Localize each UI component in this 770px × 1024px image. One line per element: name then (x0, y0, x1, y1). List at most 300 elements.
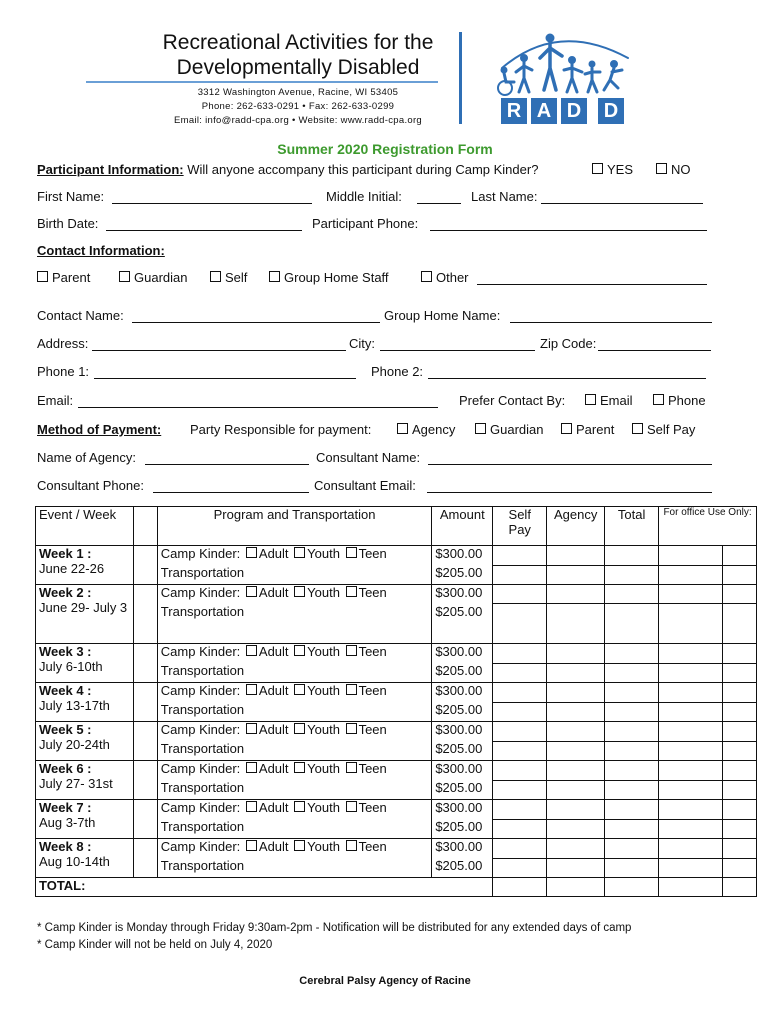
org-email-web: Email: info@radd-cpa.org • Website: www.radd-cpa.org (173, 115, 423, 126)
youth-checkbox[interactable] (294, 586, 305, 597)
schedule-table (35, 506, 757, 897)
office-cell (722, 683, 756, 703)
col-agency: Agency (547, 507, 605, 546)
agency-name-field[interactable] (145, 464, 309, 465)
agency-cell[interactable] (547, 839, 605, 859)
pay-agency-option[interactable] (397, 422, 455, 437)
camp-option-teen[interactable] (344, 546, 387, 561)
teen-checkbox[interactable] (346, 684, 357, 695)
org-title-line1: Recreational Activities for the (162, 31, 434, 54)
camp-option-teen[interactable] (344, 585, 387, 600)
guardian-checkbox[interactable] (119, 271, 130, 282)
prefer-email-option[interactable] (585, 393, 633, 408)
agency-cell[interactable] (547, 683, 605, 703)
prefer-phone-checkbox[interactable] (653, 394, 664, 405)
accompany-question: Will anyone accompany this participant during Camp Kinder? (187, 162, 539, 177)
office-cell (659, 800, 723, 820)
week-cell (36, 839, 134, 878)
guardian-label: Guardian (134, 270, 188, 285)
week-dates: July 27- 31st (39, 776, 113, 791)
spacer-cell (133, 722, 157, 761)
transport-amount-cell: $205.00 (432, 741, 493, 761)
week-row (36, 722, 757, 742)
group-home-checkbox[interactable] (269, 271, 280, 282)
transport-cell: Transportation (157, 663, 432, 683)
self-pay-cell[interactable] (493, 565, 547, 585)
youth-checkbox[interactable] (294, 547, 305, 558)
payment-heading: Method of Payment: (37, 422, 162, 437)
agency-cell[interactable] (547, 780, 605, 800)
camp-option-label: Youth (307, 585, 340, 600)
teen-checkbox[interactable] (346, 645, 357, 656)
total-cell[interactable] (605, 858, 659, 878)
camp-option-label: Teen (358, 585, 387, 600)
pay-self-label: Self Pay (647, 422, 696, 437)
week-dates: Aug 3-7th (39, 815, 96, 830)
first-name-field[interactable] (112, 203, 312, 204)
camp-option-youth[interactable] (292, 761, 340, 776)
camp-option-teen[interactable] (344, 644, 387, 659)
total-cell[interactable] (605, 722, 659, 742)
no-checkbox[interactable] (656, 163, 667, 174)
program-cell (157, 644, 432, 664)
self-pay-cell[interactable] (493, 683, 547, 703)
group-home-label: Group Home Staff (284, 270, 389, 285)
camp-option-teen[interactable] (344, 722, 387, 737)
prefer-email-label: Email (600, 393, 633, 408)
camp-option-adult[interactable] (244, 800, 289, 815)
office-cell (659, 702, 723, 722)
form-title: Summer 2020 Registration Form (277, 141, 493, 157)
week-row (36, 683, 757, 703)
camp-option-teen[interactable] (344, 761, 387, 776)
teen-checkbox[interactable] (346, 586, 357, 597)
total-cell[interactable] (605, 683, 659, 703)
office-cell (659, 878, 723, 897)
camp-option-adult[interactable] (244, 644, 289, 659)
total-cell[interactable] (605, 585, 659, 604)
camp-option-teen[interactable] (344, 800, 387, 815)
pay-agency-label: Agency (412, 422, 456, 437)
self-pay-cell[interactable] (493, 604, 547, 644)
total-cell[interactable] (605, 663, 659, 683)
participant-heading: Participant Information: (37, 162, 184, 177)
note-july4: * Camp Kinder will not be held on July 4, 2020 (37, 939, 273, 951)
program-cell (157, 800, 432, 820)
pay-self-checkbox[interactable] (632, 423, 643, 434)
teen-checkbox[interactable] (346, 723, 357, 734)
total-cell[interactable] (605, 819, 659, 839)
office-cell (659, 741, 723, 761)
other-label: Other (436, 270, 469, 285)
camp-label: Camp Kinder: (160, 546, 241, 561)
office-cell (722, 604, 756, 644)
pay-parent-label: Parent (576, 422, 615, 437)
youth-checkbox[interactable] (294, 723, 305, 734)
amount-cell: $300.00 (432, 644, 493, 664)
self-pay-cell[interactable] (493, 702, 547, 722)
week-label: Week 8 : (39, 839, 92, 854)
office-cell (659, 858, 723, 878)
total-cell[interactable] (605, 565, 659, 585)
camp-option-label: Adult (258, 722, 289, 737)
col-office-use: For office Use Only: (659, 507, 757, 546)
camp-option-label: Adult (258, 761, 289, 776)
total-cell[interactable] (605, 839, 659, 859)
total-cell[interactable] (605, 800, 659, 820)
logo-letter-r: R (501, 98, 527, 124)
office-cell (659, 722, 723, 742)
office-cell (722, 546, 756, 566)
contact-group-home-option[interactable] (269, 270, 389, 285)
prefer-phone-option[interactable] (653, 393, 706, 408)
office-cell (722, 780, 756, 800)
self-pay-cell[interactable] (493, 546, 547, 566)
agency-cell[interactable] (547, 800, 605, 820)
camp-label: Camp Kinder: (160, 585, 241, 600)
middle-initial-field[interactable] (417, 203, 461, 204)
camp-option-label: Teen (358, 644, 387, 659)
consultant-phone-field[interactable] (153, 492, 309, 493)
week-label: Week 2 : (39, 585, 92, 600)
agency-cell[interactable] (547, 761, 605, 781)
office-cell (659, 565, 723, 585)
camp-option-label: Teen (358, 839, 387, 854)
total-label: TOTAL: (36, 878, 493, 897)
week-row (36, 644, 757, 664)
email-field[interactable] (78, 407, 438, 408)
adult-checkbox[interactable] (246, 547, 257, 558)
total-total[interactable] (605, 878, 659, 897)
camp-label: Camp Kinder: (160, 683, 241, 698)
yes-label: YES (607, 162, 634, 177)
youth-checkbox[interactable] (294, 645, 305, 656)
self-pay-cell[interactable] (493, 800, 547, 820)
week-cell (36, 644, 134, 683)
pay-guardian-checkbox[interactable] (475, 423, 486, 434)
accompany-yes-option[interactable] (592, 162, 633, 177)
transport-amount-cell: $205.00 (432, 858, 493, 878)
amount-cell: $300.00 (432, 800, 493, 820)
week-dates: July 13-17th (39, 698, 110, 713)
program-cell (157, 722, 432, 742)
camp-option-label: Teen (358, 800, 387, 815)
agency-cell[interactable] (547, 604, 605, 644)
week-label: Week 4 : (39, 683, 92, 698)
transport-amount-cell: $205.00 (432, 819, 493, 839)
self-pay-cell[interactable] (493, 741, 547, 761)
agency-cell[interactable] (547, 702, 605, 722)
office-cell (659, 604, 723, 644)
self-pay-cell[interactable] (493, 839, 547, 859)
zip-field[interactable] (598, 350, 711, 351)
weeks-body (36, 546, 757, 897)
other-checkbox[interactable] (421, 271, 432, 282)
spacer-cell (133, 683, 157, 722)
pay-agency-checkbox[interactable] (397, 423, 408, 434)
camp-option-adult[interactable] (244, 546, 289, 561)
youth-checkbox[interactable] (294, 684, 305, 695)
contact-parent-option[interactable] (37, 270, 90, 285)
camp-option-label: Youth (307, 546, 340, 561)
camp-option-label: Youth (307, 683, 340, 698)
first-name-label: First Name: (37, 189, 105, 204)
group-home-name-label: Group Home Name: (384, 308, 501, 323)
phone1-label: Phone 1: (37, 364, 90, 379)
camp-option-teen[interactable] (344, 839, 387, 854)
adult-checkbox[interactable] (246, 762, 257, 773)
adult-checkbox[interactable] (246, 645, 257, 656)
amount-cell: $300.00 (432, 585, 493, 604)
camp-option-teen[interactable] (344, 683, 387, 698)
consultant-email-field[interactable] (427, 492, 712, 493)
header-rule (86, 81, 438, 83)
participant-phone-label: Participant Phone: (312, 216, 419, 231)
other-field[interactable] (477, 284, 707, 285)
spacer-cell (133, 644, 157, 683)
phone2-field[interactable] (428, 378, 706, 379)
camp-option-label: Adult (258, 800, 289, 815)
transport-cell: Transportation (157, 780, 432, 800)
office-cell (722, 702, 756, 722)
adult-checkbox[interactable] (246, 684, 257, 695)
teen-checkbox[interactable] (346, 801, 357, 812)
week-cell (36, 683, 134, 722)
pay-self-option[interactable] (632, 422, 695, 437)
self-pay-cell[interactable] (493, 819, 547, 839)
self-pay-cell[interactable] (493, 780, 547, 800)
transport-cell: Transportation (157, 741, 432, 761)
consultant-name-label: Consultant Name: (316, 450, 421, 465)
phone2-label: Phone 2: (371, 364, 424, 379)
camp-option-label: Youth (307, 722, 340, 737)
program-cell (157, 683, 432, 703)
office-cell (722, 565, 756, 585)
prefer-email-checkbox[interactable] (585, 394, 596, 405)
spacer-cell (133, 839, 157, 878)
camp-option-youth[interactable] (292, 683, 340, 698)
logo-letter-a: A (531, 98, 557, 124)
prefer-phone-label: Phone (668, 393, 706, 408)
amount-cell: $300.00 (432, 839, 493, 859)
week-dates: Aug 10-14th (39, 854, 110, 869)
office-cell (722, 819, 756, 839)
youth-checkbox[interactable] (294, 840, 305, 851)
no-label: NO (671, 162, 691, 177)
contact-heading: Contact Information: (37, 243, 165, 258)
logo-letter-d2: D (598, 98, 624, 124)
contact-self-option[interactable] (210, 270, 247, 285)
self-pay-cell[interactable] (493, 644, 547, 664)
office-cell (722, 858, 756, 878)
office-cell (659, 761, 723, 781)
office-cell (722, 800, 756, 820)
office-cell (722, 878, 756, 897)
pay-parent-checkbox[interactable] (561, 423, 572, 434)
camp-option-adult[interactable] (244, 839, 289, 854)
adult-checkbox[interactable] (246, 801, 257, 812)
self-pay-cell[interactable] (493, 585, 547, 604)
total-cell[interactable] (605, 780, 659, 800)
participant-heading-row (37, 162, 538, 177)
total-cell[interactable] (605, 644, 659, 664)
birth-date-field[interactable] (106, 230, 302, 231)
col-total: Total (605, 507, 659, 546)
camp-label: Camp Kinder: (160, 644, 241, 659)
parent-label: Parent (52, 270, 91, 285)
total-cell[interactable] (605, 702, 659, 722)
youth-checkbox[interactable] (294, 762, 305, 773)
office-cell (659, 780, 723, 800)
camp-option-adult[interactable] (244, 761, 289, 776)
transport-amount-cell: $205.00 (432, 780, 493, 800)
address-field[interactable] (92, 350, 346, 351)
camp-option-adult[interactable] (244, 722, 289, 737)
spacer-cell (133, 546, 157, 585)
agency-cell[interactable] (547, 585, 605, 604)
pay-parent-option[interactable] (561, 422, 614, 437)
last-name-field[interactable] (541, 203, 703, 204)
camp-option-label: Adult (258, 839, 289, 854)
pay-guardian-option[interactable] (475, 422, 543, 437)
camp-option-youth[interactable] (292, 800, 340, 815)
agency-cell[interactable] (547, 741, 605, 761)
self-pay-cell[interactable] (493, 761, 547, 781)
office-cell (722, 644, 756, 664)
contact-name-field[interactable] (132, 322, 380, 323)
amount-cell: $300.00 (432, 546, 493, 566)
office-cell (722, 839, 756, 859)
agency-cell[interactable] (547, 644, 605, 664)
agency-cell[interactable] (547, 565, 605, 585)
group-home-name-field[interactable] (510, 322, 712, 323)
consultant-email-label: Consultant Email: (314, 478, 416, 493)
camp-option-label: Adult (258, 546, 289, 561)
teen-checkbox[interactable] (346, 547, 357, 558)
self-pay-cell[interactable] (493, 858, 547, 878)
camp-option-adult[interactable] (244, 683, 289, 698)
col-program: Program and Transportation (157, 507, 432, 546)
office-cell (659, 839, 723, 859)
camp-option-label: Youth (307, 839, 340, 854)
camp-option-youth[interactable] (292, 644, 340, 659)
org-title-line2: Developmentally Disabled (176, 56, 420, 79)
total-cell[interactable] (605, 546, 659, 566)
office-cell (659, 585, 723, 604)
camp-option-youth[interactable] (292, 722, 340, 737)
agency-cell[interactable] (547, 663, 605, 683)
party-responsible-label: Party Responsible for payment: (190, 422, 372, 437)
adult-checkbox[interactable] (246, 840, 257, 851)
camp-option-youth[interactable] (292, 585, 340, 600)
week-row (36, 546, 757, 566)
phone1-field[interactable] (94, 378, 356, 379)
total-cell[interactable] (605, 761, 659, 781)
camp-option-youth[interactable] (292, 546, 340, 561)
email-label: Email: (37, 393, 74, 408)
agency-cell[interactable] (547, 546, 605, 566)
week-row (36, 800, 757, 820)
col-self-pay: Self Pay (493, 507, 547, 546)
office-cell (659, 819, 723, 839)
camp-option-label: Adult (258, 683, 289, 698)
spacer-cell (133, 800, 157, 839)
camp-label: Camp Kinder: (160, 761, 241, 776)
week-dates: June 29- July 3 (39, 600, 128, 615)
city-field[interactable] (380, 350, 535, 351)
logo-letter-d1: D (561, 98, 587, 124)
contact-guardian-option[interactable] (119, 270, 187, 285)
office-cell (659, 683, 723, 703)
week-row (36, 761, 757, 781)
transport-cell: Transportation (157, 565, 432, 585)
contact-other-option[interactable] (421, 270, 469, 285)
office-cell (659, 546, 723, 566)
total-self-pay[interactable] (493, 878, 547, 897)
participant-phone-field[interactable] (430, 230, 707, 231)
agency-name-label: Name of Agency: (37, 450, 136, 465)
last-name-label: Last Name: (471, 189, 538, 204)
camp-label: Camp Kinder: (160, 800, 241, 815)
total-agency[interactable] (547, 878, 605, 897)
total-cell[interactable] (605, 604, 659, 644)
parent-checkbox[interactable] (37, 271, 48, 282)
transport-cell: Transportation (157, 858, 432, 878)
week-label: Week 1 : (39, 546, 92, 561)
self-checkbox[interactable] (210, 271, 221, 282)
amount-cell: $300.00 (432, 761, 493, 781)
self-pay-cell[interactable] (493, 663, 547, 683)
camp-option-adult[interactable] (244, 585, 289, 600)
week-label: Week 3 : (39, 644, 92, 659)
youth-checkbox[interactable] (294, 801, 305, 812)
office-cell (722, 585, 756, 604)
office-cell (722, 761, 756, 781)
camp-option-youth[interactable] (292, 839, 340, 854)
col-event-week: Event / Week (36, 507, 134, 546)
transport-amount-cell: $205.00 (432, 663, 493, 683)
week-cell (36, 800, 134, 839)
teen-checkbox[interactable] (346, 762, 357, 773)
office-cell (659, 644, 723, 664)
amount-cell: $300.00 (432, 683, 493, 703)
contact-name-label: Contact Name: (37, 308, 124, 323)
agency-cell[interactable] (547, 819, 605, 839)
self-label: Self (225, 270, 248, 285)
yes-checkbox[interactable] (592, 163, 603, 174)
note-schedule: * Camp Kinder is Monday through Friday 9:30am-2pm - Notification will be distributed for any extended days of camp (37, 922, 632, 934)
camp-option-label: Teen (358, 546, 387, 561)
adult-checkbox[interactable] (246, 586, 257, 597)
office-cell (722, 663, 756, 683)
week-cell (36, 722, 134, 761)
camp-option-label: Teen (358, 722, 387, 737)
program-cell (157, 839, 432, 859)
camp-option-label: Adult (258, 585, 289, 600)
agency-cell[interactable] (547, 858, 605, 878)
total-cell[interactable] (605, 741, 659, 761)
total-row (36, 878, 757, 897)
office-cell (722, 741, 756, 761)
adult-checkbox[interactable] (246, 723, 257, 734)
teen-checkbox[interactable] (346, 840, 357, 851)
agency-cell[interactable] (547, 722, 605, 742)
week-label: Week 5 : (39, 722, 92, 737)
consultant-name-field[interactable] (428, 464, 712, 465)
accompany-no-option[interactable] (656, 162, 691, 177)
self-pay-cell[interactable] (493, 722, 547, 742)
program-cell (157, 761, 432, 781)
